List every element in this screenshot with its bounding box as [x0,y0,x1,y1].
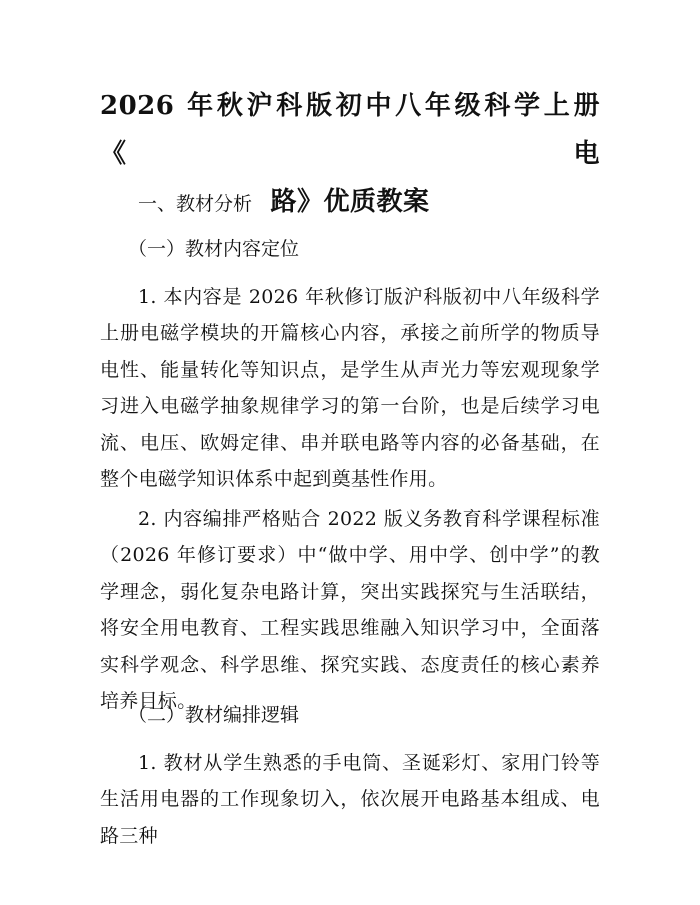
paragraph-2: 2. 内容编排严格贴合 2022 版义务教育科学课程标准（2026 年修订要求）中“做中学、用中学、创中学”的教学理念，弱化复杂电路计算，突出实践探究与生活联结，将安全用电教育、工程实践思维融入知识学习中，全面落实科学观念、科学思维、探究实践、态度责任的核心素养培养目标。 [100,508,600,713]
section-heading-1: 一、教材分析 [138,193,253,215]
subsection-heading-2: （二）教材编排逻辑 [128,704,300,726]
paragraph-3: 1. 教材从学生熟悉的手电筒、圣诞彩灯、家用门铃等生活用电器的工作现象切入，依次展开电路基本组成、电路三种 [100,752,600,847]
title-line-2: 路》优质教案 [270,187,430,217]
subsection-heading-1: （一）教材内容定位 [128,238,300,260]
title-line-1: 2026 年秋沪科版初中八年级科学上册《电 [100,91,600,169]
paragraph-1: 1. 本内容是 2026 年秋修订版沪科版初中八年级科学上册电磁学模块的开篇核心内容，承接之前所学的物质导电性、能量转化等知识点，是学生从声光力等宏观现象学习进入电磁学抽象规律学习的第一台阶，也是后续学习电流、电压、欧姆定律、串并联电路等内容的必备基础，在整个电磁学知识体系中起到奠基性作用。 [100,286,600,491]
